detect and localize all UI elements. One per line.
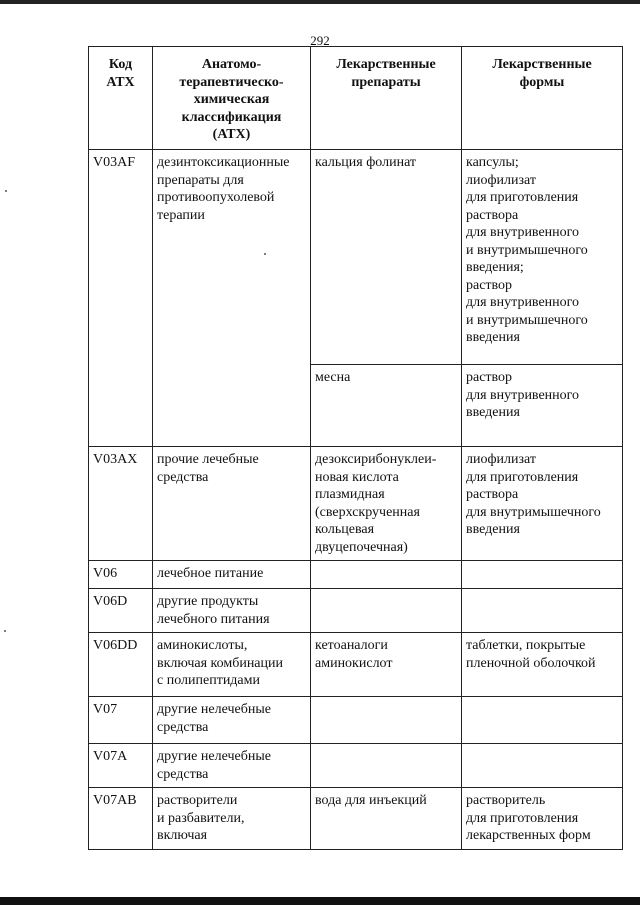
drug-cell: месна [311,365,462,447]
scan-bottom-edge [0,897,640,905]
table-row [89,561,623,589]
header-dosage-forms: Лекарственные формы [462,47,623,150]
classification-cell [153,365,311,447]
table-row [89,788,623,850]
table-row [89,365,623,447]
table-row [89,744,623,788]
classification-cell: прочие лечебные средства [153,447,311,561]
drug-cell [311,589,462,633]
scan-speck [5,190,7,192]
table-row [89,633,623,697]
header-atc-classification: Анатомо- терапевтическо- химическая классификация (АТХ) [153,47,311,150]
drug-cell [311,697,462,744]
classification-cell: другие нелечебные средства [153,697,311,744]
form-cell: капсулы; лиофилизат для приготовления раствора для внутривенного и внутримышечного введения; раствор для внутривенного и внутримышечного введения [462,150,623,365]
scan-speck [4,630,6,632]
drug-cell [311,561,462,589]
form-cell: раствор для внутривенного введения [462,365,623,447]
table-header-row [89,47,623,150]
drug-cell: кетоаналоги аминокислот [311,633,462,697]
form-cell: лиофилизат для приготовления раствора для внутримышечного введения [462,447,623,561]
scan-top-edge [0,0,640,4]
form-cell [462,744,623,788]
form-cell: растворитель для приготовления лекарственных форм [462,788,623,850]
atc-code-cell: V07A [89,744,153,788]
header-atc-code: Код АТХ [89,47,153,150]
classification-cell: аминокислоты, включая комбинации с полипептидами [153,633,311,697]
form-cell [462,697,623,744]
drug-cell: вода для инъекций [311,788,462,850]
header-drugs: Лекарственные препараты [311,47,462,150]
classification-cell: другие продукты лечебного питания [153,589,311,633]
atc-code-cell: V07AB [89,788,153,850]
atc-code-cell: V06DD [89,633,153,697]
atc-code-cell: V07 [89,697,153,744]
form-cell [462,589,623,633]
atc-code-cell: V03AX [89,447,153,561]
atc-code-cell: V03AF [89,150,153,365]
classification-cell: лечебное питание [153,561,311,589]
classification-cell: другие нелечебные средства [153,744,311,788]
table-row [89,447,623,561]
table-row [89,589,623,633]
drug-cell: кальция фолинат [311,150,462,365]
classification-cell: дезинтоксикационные препараты для противоопухолевой терапии [153,150,311,365]
classification-cell: растворители и разбавители, включая [153,788,311,850]
atc-drug-table [88,46,623,850]
form-cell [462,561,623,589]
atc-code-cell: V06 [89,561,153,589]
scan-speck [264,253,266,255]
page-number: 292 [310,33,330,48]
drug-cell: дезоксирибонуклеи- новая кислота плазмидная (сверхскрученная кольцевая двуцепочечная) [311,447,462,561]
drug-cell [311,744,462,788]
form-cell: таблетки, покрытые пленочной оболочкой [462,633,623,697]
table-row [89,697,623,744]
table-row [89,150,623,365]
atc-code-cell [89,365,153,447]
atc-code-cell: V06D [89,589,153,633]
